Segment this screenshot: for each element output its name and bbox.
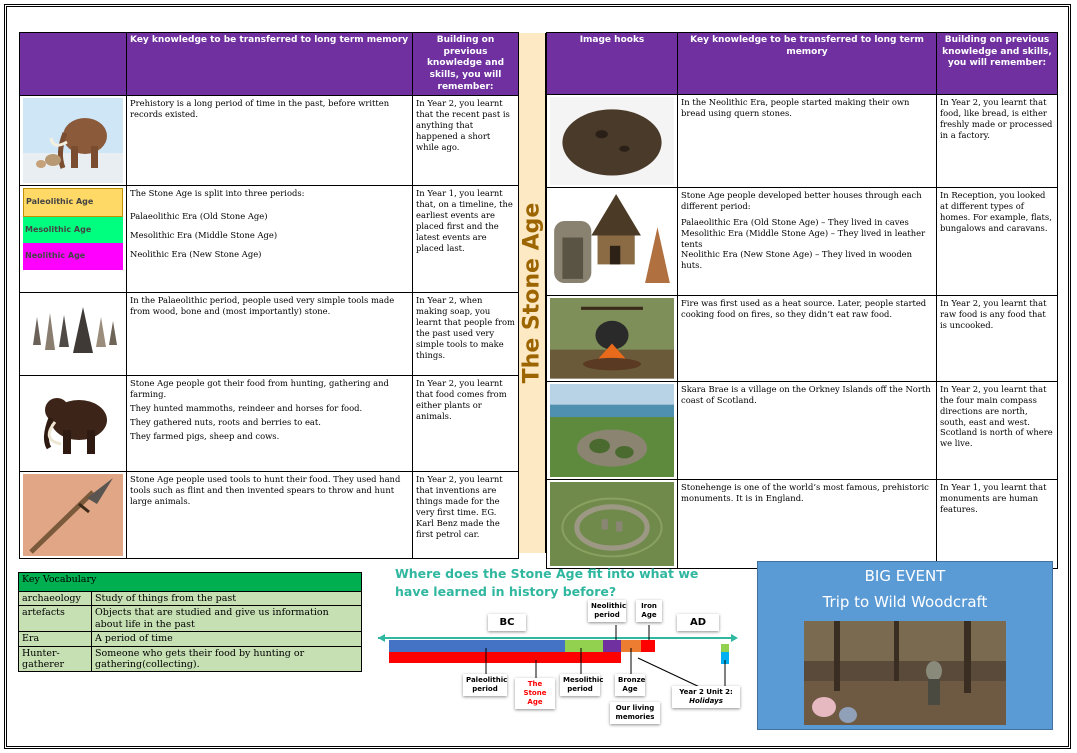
knowledge-text: Palaeolithic Era (Old Stone Age) – They lived in caves: [681, 216, 909, 227]
knowledge-cell: [678, 381, 937, 479]
knowledge-text: In the Palaeolithic period, people used very simple tools made from wood, bone and (most importantly) stone.: [130, 295, 395, 317]
stone-age-label: The Stone Age: [515, 678, 555, 709]
vocab-definition: Objects that are studied and give us information about life in the past: [92, 606, 362, 632]
knowledge-cell: [678, 296, 937, 382]
right-knowledge-table: [546, 32, 1058, 569]
knowledge-cell: [127, 186, 413, 293]
living-memories-bar: [721, 644, 729, 652]
knowledge-text: Stone Age people got their food from hunting, gathering and farming.: [130, 378, 389, 400]
period-label-neolithic: Neolithic Age: [23, 243, 123, 269]
building-cell: In Year 2, you learnt that food comes from either plants or animals.: [413, 376, 519, 472]
knowledge-text: Neolithic Era (New Stone Age): [130, 249, 262, 260]
knowledge-cell: [127, 376, 413, 472]
vocab-term: artefacts: [19, 606, 92, 632]
mesolithic-bar: [565, 640, 603, 652]
building-cell: In Reception, you looked at different types of homes. For example, flats, bungalows and caravans.: [937, 187, 1058, 295]
knowledge-cell: [678, 187, 937, 295]
neolithic-label: Neolithic period: [588, 600, 626, 622]
iron-bar: [641, 640, 655, 652]
knowledge-cell: [127, 293, 413, 376]
bc-label: BC: [488, 614, 526, 631]
key-vocabulary-table: [18, 572, 362, 672]
history-timeline: [376, 560, 746, 745]
right-header-image: Image hooks: [547, 33, 678, 95]
vocab-term: Era: [19, 632, 92, 646]
ad-label: AD: [677, 614, 719, 631]
knowledge-text: They farmed pigs, sheep and cows.: [130, 431, 280, 442]
woodland-trip-image: [804, 621, 1006, 725]
period-label-paleolithic: Paleolithic Age: [23, 188, 123, 216]
knowledge-text: Neolithic Era (New Stone Age) – They lived in wooden huts.: [681, 249, 913, 271]
building-cell: In Year 1, you learnt that, on a timeline, the earliest events are placed first and the latest events are placed last.: [413, 186, 519, 293]
knowledge-text: Stone Age people used tools to hunt their food. They used hand tools such as flint and then invented spears to throw and hunt large animals.: [130, 474, 401, 507]
campfire-image: [547, 296, 678, 382]
timeline-arrow-right: [731, 634, 738, 642]
vocab-term: archaeology: [19, 592, 92, 606]
stonehenge-image: [547, 479, 678, 569]
timeline-question: Where does the Stone Age fit into what we have learned in history before?: [395, 566, 699, 600]
left-knowledge-table: [19, 32, 519, 559]
spear-image: [20, 472, 127, 559]
building-cell: In Year 2, you learnt that raw food is any food that is uncooked.: [937, 296, 1058, 382]
building-cell: In Year 1, you learnt that monuments are human features.: [937, 479, 1058, 569]
vocab-definition: A period of time: [92, 632, 362, 646]
knowledge-text: Prehistory is a long period of time in the past, before written records existed.: [130, 98, 390, 120]
title-band: [518, 33, 546, 553]
knowledge-text: They gathered nuts, roots and berries to eat.: [130, 417, 321, 428]
knowledge-text: Palaeolithic Era (Old Stone Age): [130, 211, 268, 222]
knowledge-cell: [678, 95, 937, 188]
mesolithic-label: Mesolithic period: [560, 674, 600, 696]
holidays-line: Holidays: [689, 697, 723, 706]
stone-age-houses-image: [547, 187, 678, 295]
knowledge-text: The Stone Age is split into three periods:: [130, 188, 305, 199]
right-header-building: Building on previous knowledge and skills, you will remember:: [937, 33, 1058, 95]
left-header-blank: [20, 33, 127, 96]
vocab-title: Key Vocabulary: [19, 573, 362, 592]
unit-line: Year 2 Unit 2:: [679, 688, 733, 696]
paleolithic-bar: [389, 640, 565, 652]
vocab-term: Hunter-gatherer: [19, 646, 92, 672]
building-cell: In Year 2, when making soap, you learnt that people from the past used very simple tools to make things.: [413, 293, 519, 376]
left-header-knowledge: Key knowledge to be transferred to long term memory: [127, 33, 413, 96]
quern-stone-image: [547, 95, 678, 188]
knowledge-text: Mesolithic Era (Middle Stone Age): [130, 230, 278, 241]
flint-tools-image: [20, 293, 127, 376]
timeline-arrow-left: [378, 634, 385, 642]
age-periods-image: [20, 186, 127, 293]
skara-brae-image: [547, 381, 678, 479]
knowledge-cell: [127, 96, 413, 186]
vocab-definition: Someone who gets their food by hunting or gathering(collecting).: [92, 646, 362, 672]
knowledge-text: They hunted mammoths, reindeer and horses for food.: [130, 403, 363, 414]
building-cell: In Year 2, you learnt that food, like bread, is either freshly made or processed in a factory.: [937, 95, 1058, 188]
stone-age-bar: [389, 652, 621, 663]
living-memories-label: Our living memories: [610, 702, 660, 724]
period-label-mesolithic: Mesolithic Age: [23, 217, 123, 243]
building-cell: In Year 2, you learnt that inventions are things made for the very first time. EG. Karl Benz made the first petrol car.: [413, 472, 519, 559]
knowledge-text: Mesolithic Era (Middle Stone Age) – They lived in leather tents: [681, 227, 926, 249]
mammoth-cartoon-image: [20, 96, 127, 186]
left-header-building: Building on previous knowledge and skills, you will remember:: [413, 33, 519, 96]
paleolithic-label: Paleolithic period: [463, 674, 507, 696]
building-cell: In Year 2, you learnt that the recent past is anything that happened a short while ago.: [413, 96, 519, 186]
bronze-label: Bronze Age: [615, 674, 645, 696]
page-title: The Stone Age: [519, 202, 545, 384]
knowledge-cell: [127, 472, 413, 559]
right-header-knowledge: Key knowledge to be transferred to long term memory: [678, 33, 937, 95]
neolithic-bar: [603, 640, 621, 652]
big-event-subtitle: Trip to Wild Woodcraft: [822, 593, 988, 611]
knowledge-text: In the Neolithic Era, people started making their own bread using quern stones.: [681, 97, 910, 118]
knowledge-text: Stone Age people developed better houses through each different period:: [681, 189, 922, 211]
knowledge-text: Fire was first used as a heat source. Later, people started cooking food on fires, so they didn’t eat raw food.: [681, 298, 927, 320]
woolly-mammoth-image: [20, 376, 127, 472]
big-event-panel: [757, 561, 1053, 730]
iron-label: Iron Age: [636, 600, 662, 622]
building-cell: In Year 2, you learnt that the four main compass directions are north, south, east and west. Scotland is north of where we live.: [937, 381, 1058, 479]
vocab-definition: Study of things from the past: [92, 592, 362, 606]
holidays-label: [672, 686, 740, 708]
knowledge-text: Stonehenge is one of the world’s most famous, prehistoric monuments. It is in England.: [681, 481, 929, 503]
big-event-title: BIG EVENT: [864, 567, 946, 585]
knowledge-cell: [678, 479, 937, 569]
knowledge-text: Skara Brae is a village on the Orkney Islands off the North coast of Scotland.: [681, 383, 931, 405]
